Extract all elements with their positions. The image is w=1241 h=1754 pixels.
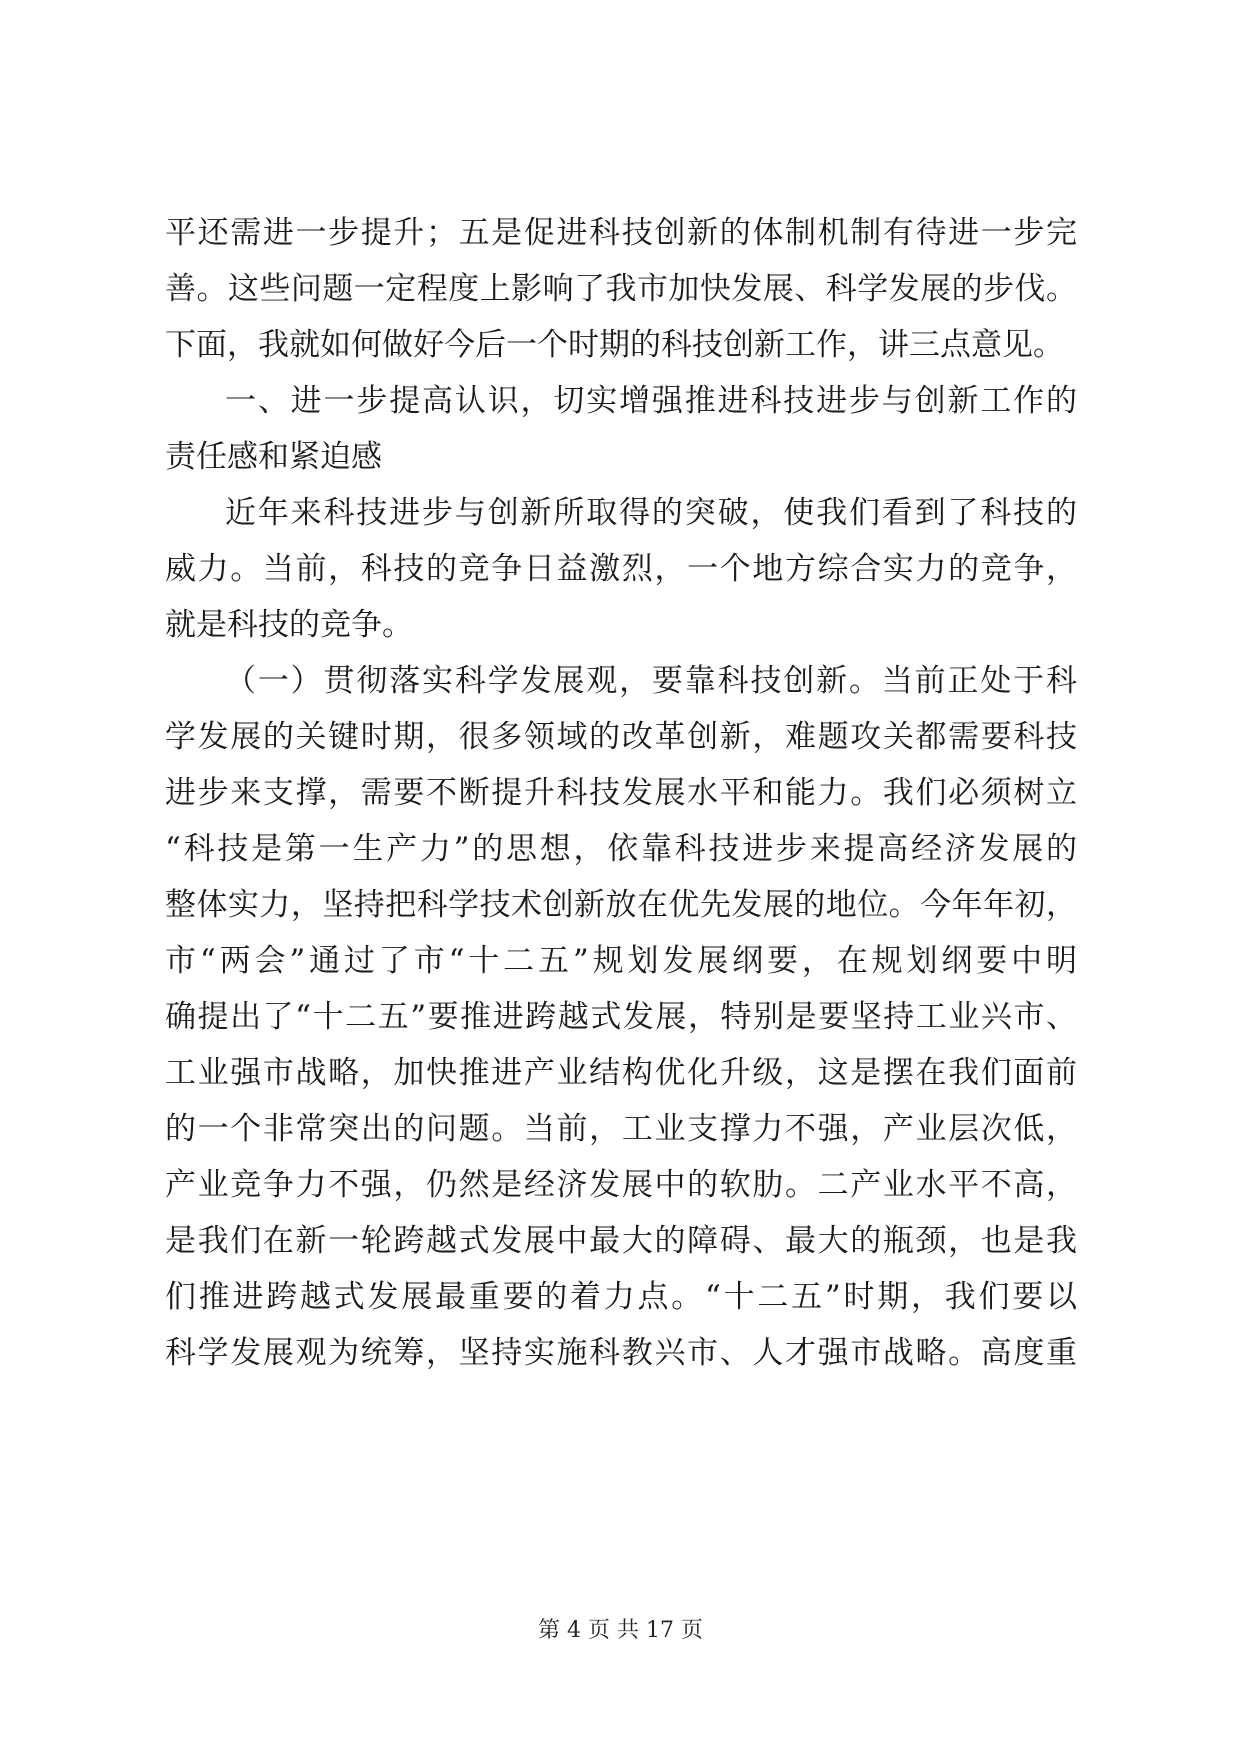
- text-line-10: 学发展的关键时期，很多领域的改革创新，难题攻关都需要科技: [165, 719, 1077, 755]
- text-line-12: “科技是第一生产力”的思想，依靠科技进步来提高经济发展的: [165, 831, 1077, 867]
- text-line-20: 们推进跨越式发展最重要的着力点。“十二五”时期，我们要以: [165, 1279, 1077, 1315]
- section-heading-line-2: 责任感和紧迫感: [165, 439, 382, 475]
- text-line-14: 市“两会”通过了市“十二五”规划发展纲要，在规划纲要中明: [165, 943, 1077, 979]
- page-number-footer: 第 4 页 共 17 页: [538, 1618, 703, 1643]
- subsection-line-1: （一）贯彻落实科学发展观，要靠科技创新。当前正处于科: [225, 663, 1077, 699]
- text-line-3: 下面，我就如何做好今后一个时期的科技创新工作，讲三点意见。: [165, 327, 1064, 363]
- text-line-8: 就是科技的竞争。: [165, 607, 413, 643]
- text-line-15: 确提出了“十二五”要推进跨越式发展，特别是要坚持工业兴市、: [165, 999, 1077, 1035]
- text-line-13: 整体实力，坚持把科学技术创新放在优先发展的地位。今年年初，: [165, 887, 1077, 923]
- section-heading-line-1: 一、进一步提高认识，切实增强推进科技进步与创新工作的: [225, 383, 1077, 419]
- text-line-6: 近年来科技进步与创新所取得的突破，使我们看到了科技的: [225, 495, 1077, 531]
- text-line-1: 平还需进一步提升；五是促进科技创新的体制机制有待进一步完: [165, 215, 1077, 251]
- text-line-11: 进步来支撑，需要不断提升科技发展水平和能力。我们必须树立: [165, 775, 1077, 811]
- text-line-17: 的一个非常突出的问题。当前，工业支撑力不强，产业层次低，: [165, 1111, 1077, 1147]
- text-line-16: 工业强市战略，加快推进产业结构优化升级，这是摆在我们面前: [165, 1055, 1077, 1091]
- text-line-2: 善。这些问题一定程度上影响了我市加快发展、科学发展的步伐。: [165, 271, 1077, 307]
- text-line-21: 科学发展观为统筹，坚持实施科教兴市、人才强市战略。高度重: [165, 1335, 1077, 1371]
- text-line-19: 是我们在新一轮跨越式发展中最大的障碍、最大的瓶颈，也是我: [165, 1223, 1077, 1259]
- text-line-7: 威力。当前，科技的竞争日益激烈，一个地方综合实力的竞争，: [165, 551, 1077, 587]
- text-line-18: 产业竞争力不强，仍然是经济发展中的软肋。二产业水平不高，: [165, 1167, 1077, 1203]
